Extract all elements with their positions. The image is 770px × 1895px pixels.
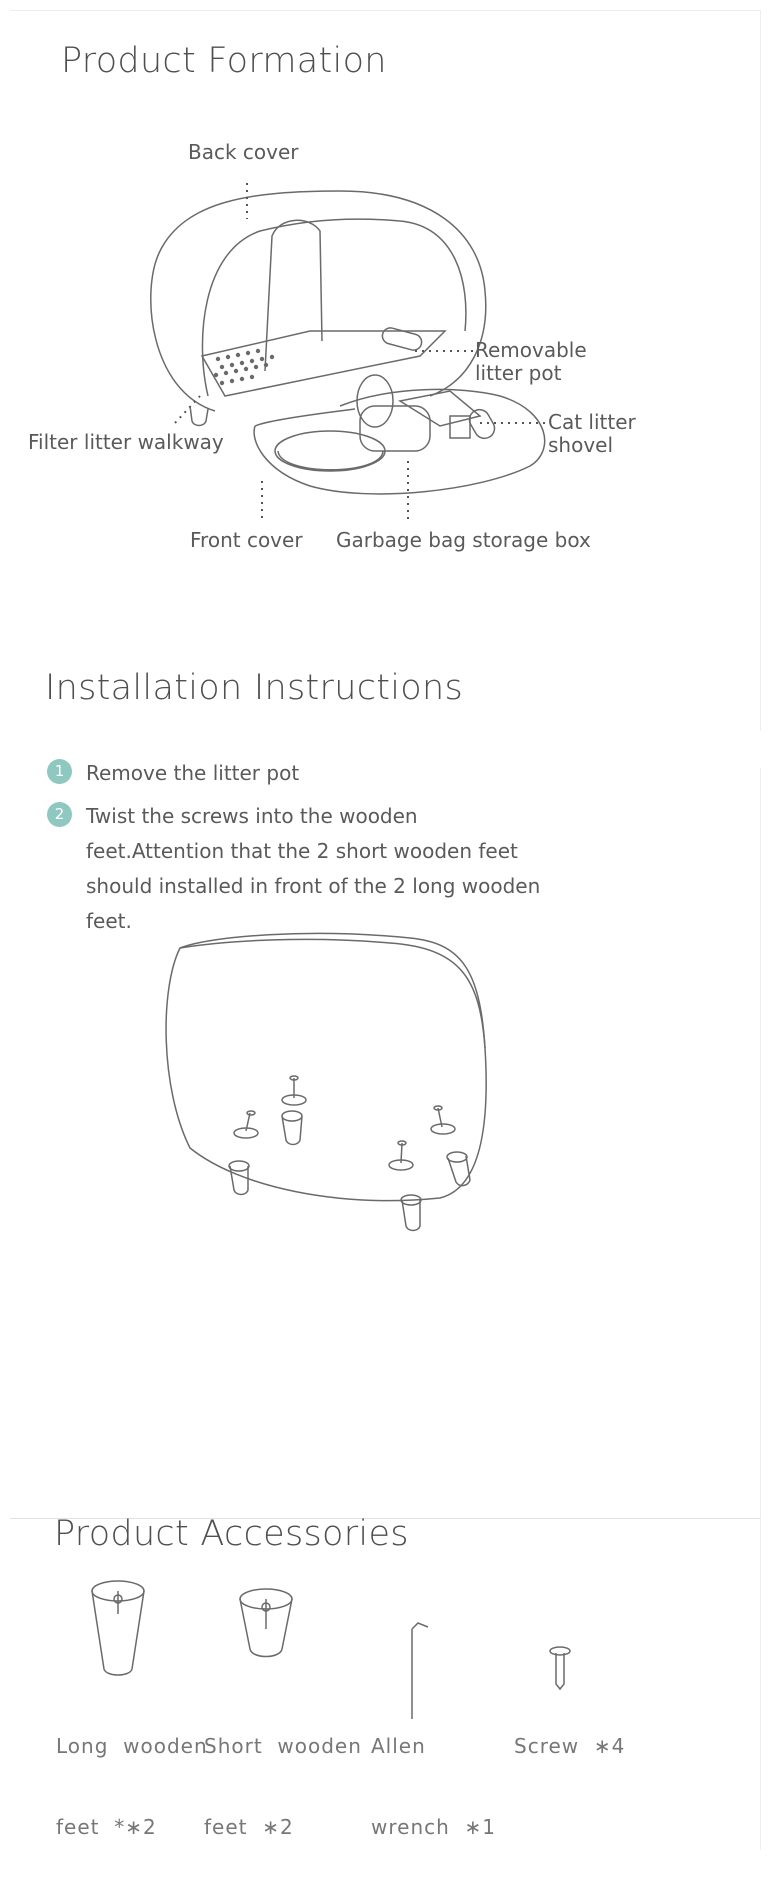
- section-title-formation: Product Formation: [61, 41, 387, 81]
- label-filter-walkway: Filter litter walkway: [28, 430, 224, 454]
- accessory-long-feet: [56, 1679, 208, 1895]
- product-accessories-section: [10, 1514, 761, 1850]
- section-title-installation: Installation Instructions: [45, 668, 464, 708]
- step-text: Twist the screws into the wooden feet.Attention that the 2 short wooden feet should installed in front of the 2 long wooden feet.: [86, 804, 541, 933]
- accessory-label-2: feet ∗2: [204, 1815, 294, 1839]
- step-number-badge: 1: [47, 759, 72, 784]
- label-removable-1: Removable: [475, 338, 587, 362]
- accessory-allen-wrench: [371, 1679, 496, 1895]
- product-formation-section: [10, 10, 761, 731]
- accessory-screw: [514, 1679, 625, 1814]
- label-cat-litter-2: shovel: [548, 433, 614, 457]
- accessory-label-2: wrench ∗1: [371, 1815, 496, 1839]
- step-number-badge: 2: [47, 802, 72, 827]
- installation-section: [10, 668, 761, 1519]
- label-back-cover: Back cover: [188, 140, 299, 164]
- label-cat-litter-1: Cat litter: [548, 410, 636, 434]
- accessory-short-feet: [204, 1679, 362, 1895]
- label-garbage-box: Garbage bag storage box: [336, 528, 591, 552]
- accessory-label-1: Allen: [371, 1734, 426, 1758]
- installation-diagram: [10, 768, 760, 1518]
- label-removable-2: litter pot: [475, 361, 562, 385]
- accessory-label-1: Long wooden: [56, 1734, 208, 1758]
- label-front-cover: Front cover: [190, 528, 303, 552]
- step-text: Remove the litter pot: [86, 761, 300, 785]
- litter-box-diagram: [10, 11, 760, 731]
- accessory-label-1: Screw ∗4: [514, 1734, 626, 1758]
- section-title-accessories: Product Accessories: [54, 1514, 409, 1554]
- accessory-label-2: feet *∗2: [56, 1815, 157, 1839]
- accessory-label-1: Short wooden: [204, 1734, 362, 1758]
